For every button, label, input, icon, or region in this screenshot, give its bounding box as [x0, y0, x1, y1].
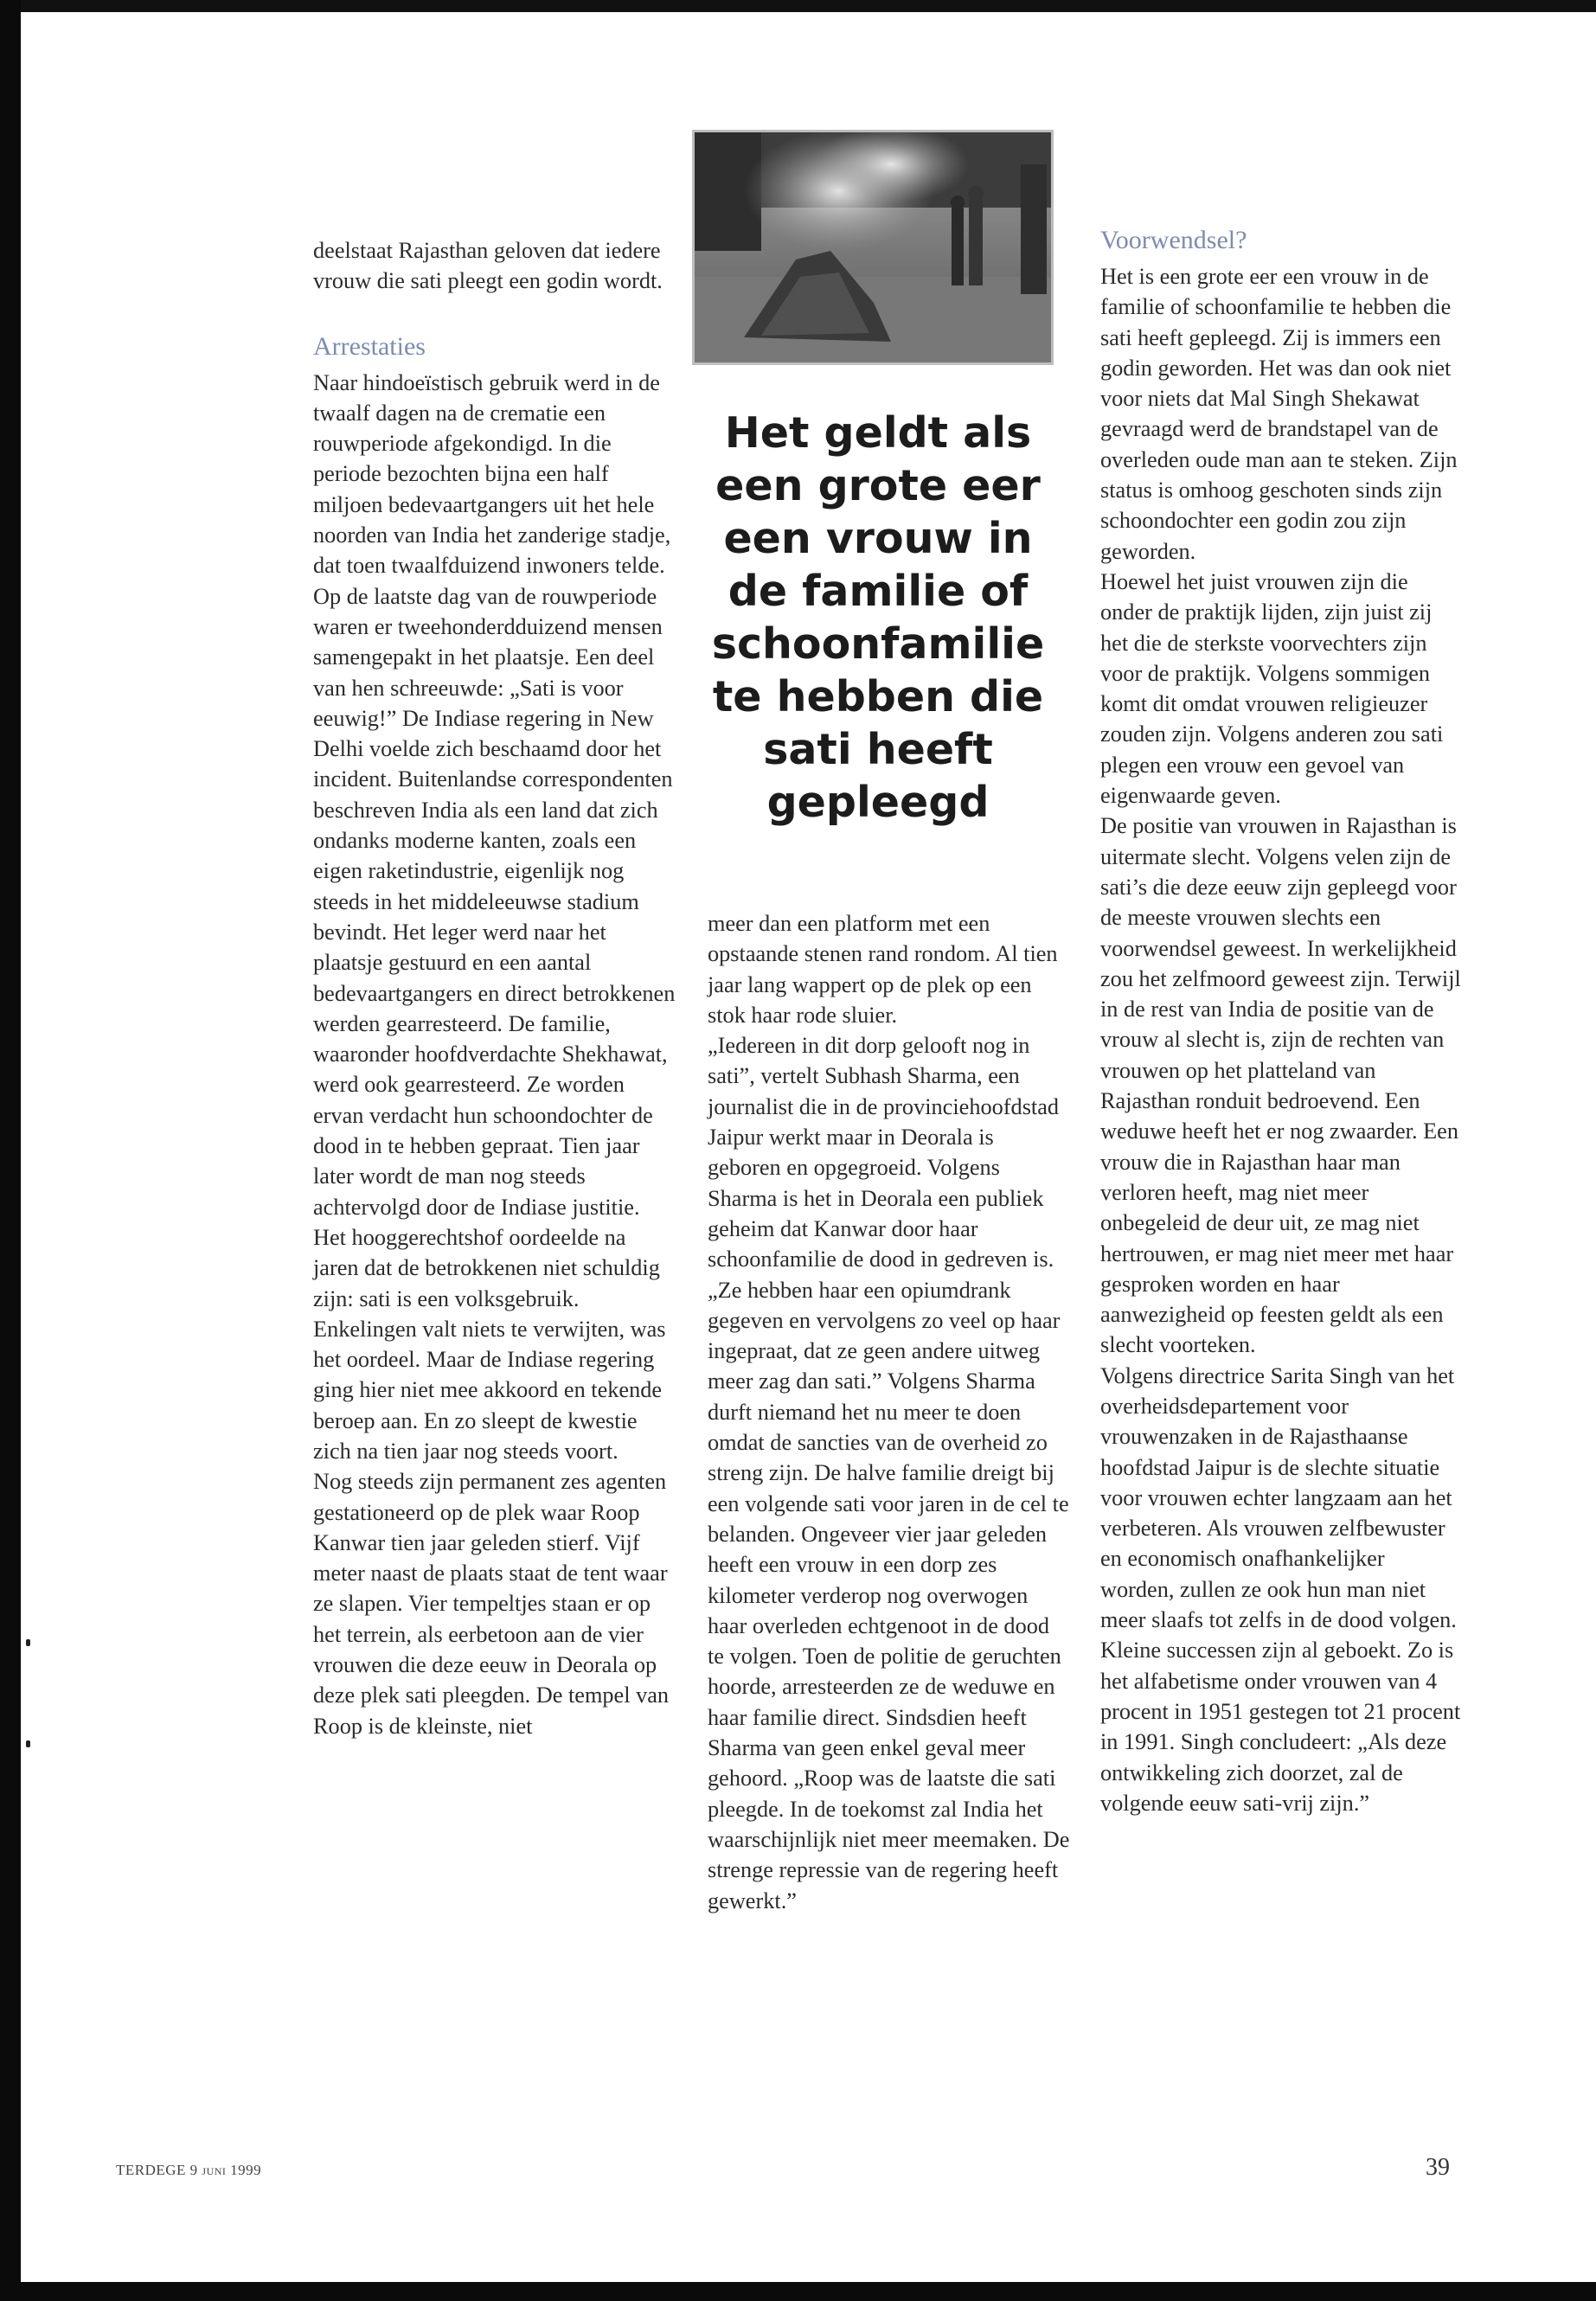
- section-heading-voorwendsel: Voorwendsel?: [1100, 226, 1247, 254]
- page-number: 39: [1426, 2154, 1450, 2181]
- left-paragraph-1: Naar hindoeïstisch gebruik werd in de twaalf dagen na de crematie een rouwperiode afgekondigd. In die periode bezochten bijna een half miljoen bedevaartgangers uit het hele noorden van India het zanderige stadje, dat toen twaalfduizend inwoners telde. Op de laatste dag van de rouwperiode waren er tweehonderdduizend mensen samengepakt in het plaatsje. Een deel van hen schreeuwde: „Sati is voor eeuwig!” De Indiase regering in New Delhi voelde zich beschaamd door het incident. Buitenlandse correspondenten beschreven India als een land dat zich ondanks moderne kanten, zoals een eigen raketindustrie, eigenlijk nog steeds in het middeleeuwse stadium bevindt. Het leger werd naar het plaatsje gestuurd en een aantal bedevaartgangers en direct betrokkenen werden gearresteerd. De familie, waaronder hoofdverdachte Shekhawat, werd ook gearresteerd. Ze worden ervan verdacht hun schoondochter de dood in te hebben gepraat. Tien jaar later wordt de man nog steeds achtervolgd door de Indiase justitie. Het hooggerechtshof oordeelde na jaren dat de betrokkenen niet schuldig zijn: sati is een volksgebruik. Enkelingen valt niets te verwijten, was het oordeel. Maar de Indiase regering ging hier niet mee akkoord en tekende beroep aan. En zo sleept de kwestie zich na tien jaar nog steeds voort.: [313, 369, 676, 1464]
- middle-paragraph-2: „Iedereen in dit dorp gelooft nog in sati”, vertelt Subhash Sharma, een journalist die in de provinciehoofdstad Jaipur werkt maar in Deorala is geboren en opgegroeid. Volgens Sharma is het in Deorala een publiek geheim dat Kanwar door haar schoonfamilie de dood in gedreven is. „Ze hebben haar een opiumdrank gegeven en vervolgens zo veel op haar ingepraat, dat ze geen andere uitweg meer zag dan sati.” Volgens Sharma durft niemand het nu meer te doen omdat de sancties van de overheid zo streng zijn. De halve familie dreigt bij een volgende sati voor jaren in de cel te belanden. Ongeveer vier jaar geleden heeft een vrouw in een dorp zes kilometer verderop nog overwogen haar overleden echtgenoot in de dood te volgen. Toen de politie de geruchten hoorde, arresteerden ze de weduwe en haar familie direct. Sindsdien heeft Sharma van geen enkel geval meer gehoord. „Roop was de laatste die sati pleegde. In de toekomst zal India het waarschijnlijk niet meer meemaken. De strenge repressie van de regering heeft gewerkt.”: [708, 1033, 1070, 1913]
- publication-footer: TERDEGE 9 juni 1999: [116, 2162, 262, 2178]
- scan-edge-left: [0, 0, 21, 2301]
- right-paragraph-3: De positie van vrouwen in Rajasthan is uitermate slecht. Volgens velen zijn de sati’s die deze eeuw zijn gepleegd voor de meeste vrouwen slechts een voorwendsel geweest. In werkelijkheid zou het zelfmoord geweest zijn. Terwijl in de rest van India de positie van de vrouw al slecht is, zijn de rechten van vrouwen op het platteland van Rajasthan ronduit bedroevend. Een weduwe heeft het er nog zwaarder. Een vrouw die in Rajasthan haar man verloren heeft, mag niet meer onbegeleid de deur uit, ze mag niet hertrouwen, er mag niet meer met haar gesproken worden en haar aanwezigheid op feesten geldt als een slecht voorteken.: [1100, 813, 1461, 1358]
- section-heading-arrestaties: Arrestaties: [313, 331, 426, 361]
- cremation-pyre-photo: [692, 130, 1054, 365]
- right-column: [1100, 223, 1464, 1818]
- scan-speck: [26, 1740, 30, 1747]
- middle-column: [708, 908, 1071, 1916]
- left-paragraph-2: Nog steeds zijn permanent zes agenten gestationeerd op de plek waar Roop Kanwar tien jaar geleden stierf. Vijf meter naast de plaats staat de tent waar ze slapen. Vier tempeltjes staan er op het terrein, als eerbetoon aan de vier vrouwen die deze eeuw in Deorala op deze plek sati pleegden. De tempel van Roop is de kleinste, niet: [313, 1469, 670, 1739]
- right-paragraph-1: Het is een grote eer een vrouw in de familie of schoonfamilie te hebben die sati heeft gepleegd. Zij is immers een godin geworden. Het was dan ook niet voor niets dat Mal Singh Shekawat gevraagd werd de brandstapel van de overleden oude man aan te steken. Zijn status is omhoog geschoten sinds zijn schoondochter een godin zou zijn geworden.: [1100, 264, 1458, 564]
- scan-edge-bottom: [0, 2282, 1596, 2301]
- middle-paragraph-1: meer dan een platform met een opstaande stenen rand rondom. Al tien jaar lang wappert op de plek op een stok haar rode sluier.: [708, 911, 1058, 1028]
- scan-edge-top: [0, 0, 1596, 12]
- right-paragraph-4: Volgens directrice Sarita Singh van het overheidsdepartement voor vrouwenzaken in de Rajasthaanse hoofdstad Jaipur is de slechte situatie voor vrouwen echter langzaam aan het verbeteren. Als vrouwen zelfbewuster en economisch onafhankelijker worden, zullen ze ook hun man niet meer slaafs tot zelfs in de dood volgen. Kleine successen zijn al geboekt. Zo is het alfabetisme onder vrouwen van 4 procent in 1951 gestegen tot 21 procent in 1991. Singh concludeert: „Als deze ontwikkeling zich doorzet, zal de volgende eeuw sati-vrij zijn.”: [1100, 1362, 1461, 1816]
- left-intro-paragraph: deelstaat Rajasthan geloven dat iedere vrouw die sati pleegt een godin wordt.: [313, 238, 663, 294]
- scan-speck: [26, 1639, 30, 1646]
- right-paragraph-2: Hoewel het juist vrouwen zijn die onder de praktijk lijden, zijn juist zij het die de sterkste voorvechters zijn voor de praktijk. Volgens sommigen komt dit omdat vrouwen religieuzer zouden zijn. Volgens anderen zou sati plegen een vrouw een gevoel van eigenwaarde geven.: [1100, 568, 1444, 809]
- photo-image: [692, 130, 1054, 365]
- pull-quote: Het geldt als een grote eer een vrouw in de familie of schoonfamilie te hebben die sati heeft gepleegd: [711, 408, 1045, 827]
- left-column: [313, 235, 676, 1741]
